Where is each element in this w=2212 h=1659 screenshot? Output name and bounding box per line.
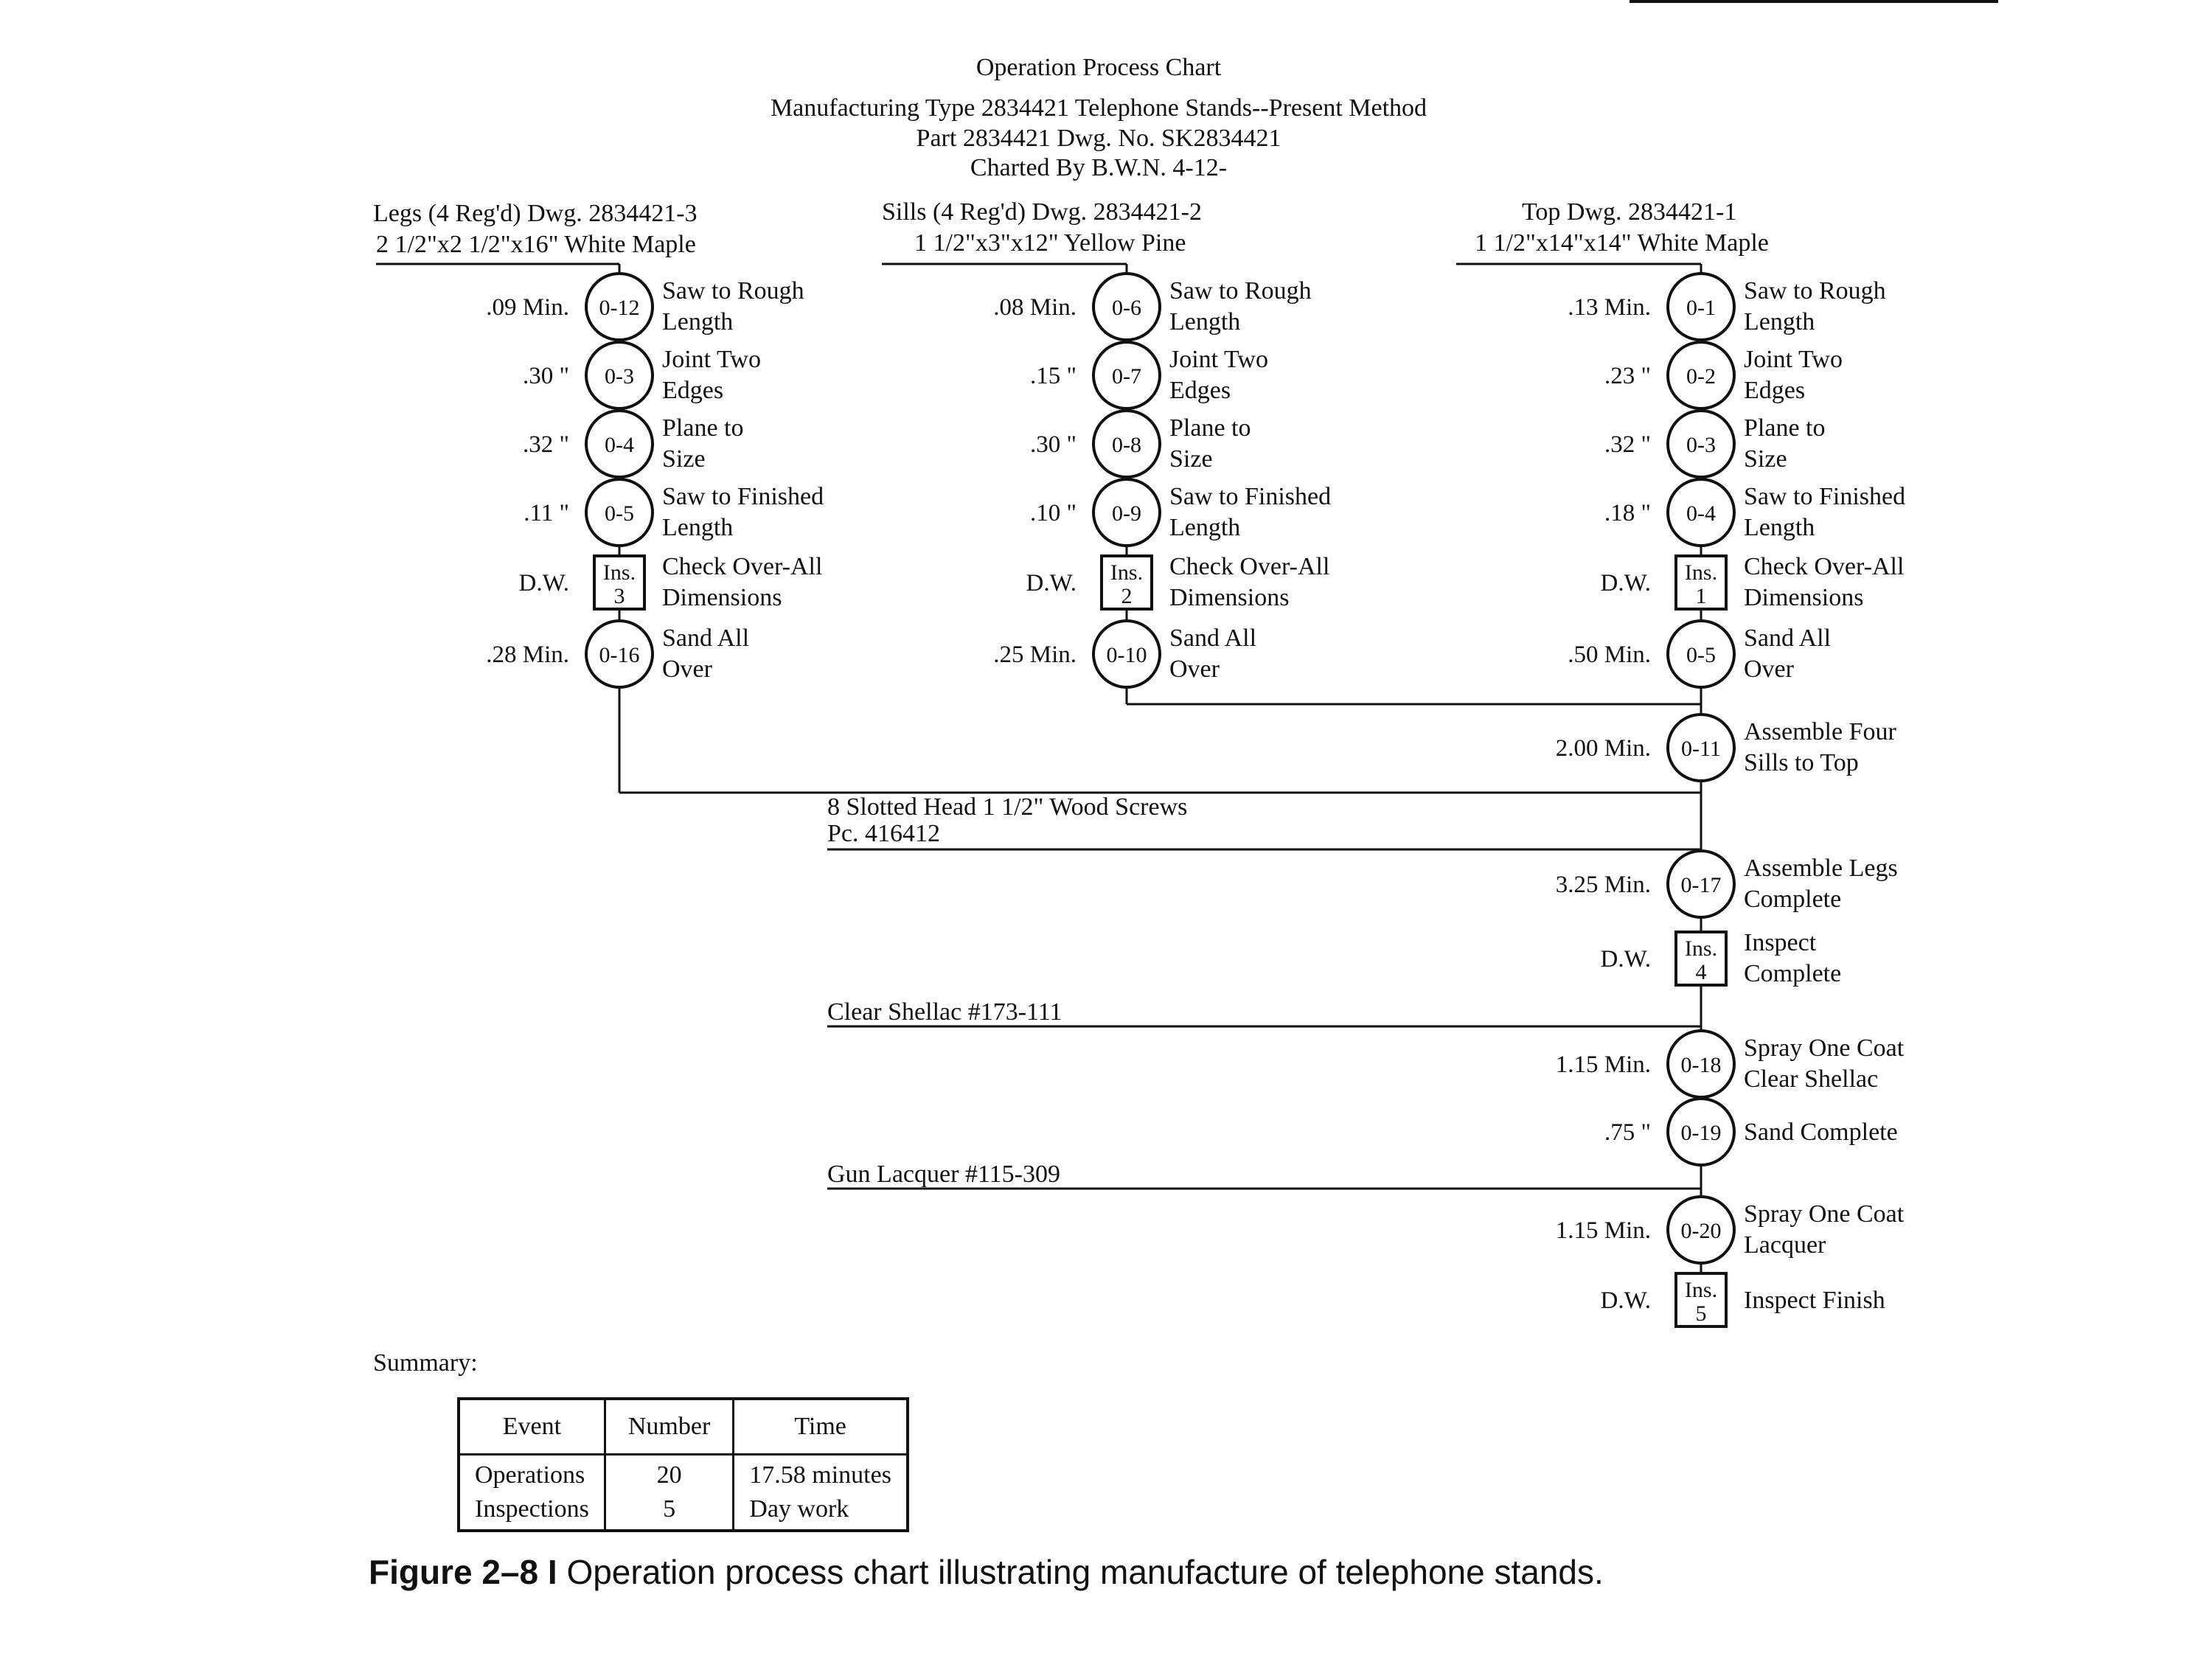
step-description: Edges <box>1744 377 1806 404</box>
operation-number: 0-11 <box>1681 737 1721 761</box>
step-description: Length <box>1169 308 1241 335</box>
step-description: Dimensions <box>1744 584 1864 611</box>
step-description: Saw to Finished <box>1744 483 1906 510</box>
operation-number: 0-18 <box>1680 1053 1722 1077</box>
operation-number: 0-4 <box>1686 501 1716 526</box>
step-time: .15 " <box>1030 363 1077 389</box>
figure-caption <box>369 1552 1604 1592</box>
chart-steps <box>486 274 1905 1326</box>
step-description: Size <box>662 445 706 473</box>
step-description: Edges <box>1169 377 1231 404</box>
shellac-label: Clear Shellac #173-111 <box>827 998 1062 1026</box>
step-description: Check Over-All <box>662 553 823 580</box>
step-time: .25 Min. <box>993 641 1077 668</box>
step-description: Assemble Legs <box>1744 855 1898 882</box>
step-time: .23 " <box>1604 363 1651 389</box>
step-description: Over <box>662 655 712 683</box>
summary-row-inspections <box>459 1491 908 1531</box>
operation-number: 0-5 <box>1686 643 1716 667</box>
summary-event: Operations <box>459 1455 605 1492</box>
summary-header-row <box>459 1399 908 1455</box>
operation-number: 0-6 <box>1112 296 1141 320</box>
step-description: Length <box>1744 308 1815 335</box>
inspection-number: 4 <box>1695 960 1707 984</box>
inspection-number: 2 <box>1121 584 1133 608</box>
step-description: Plane to <box>662 414 744 442</box>
step-description: Check Over-All <box>1169 553 1330 580</box>
sills-part-material: 1 1/2"x3"x12" Yellow Pine <box>914 229 1186 257</box>
step-description: Dimensions <box>1169 584 1290 611</box>
step-description: Check Over-All <box>1744 553 1905 580</box>
step-description: Length <box>1169 514 1241 541</box>
step-description: Spray One Coat <box>1744 1200 1905 1228</box>
step-description: Joint Two <box>1744 346 1843 373</box>
step-time: D.W. <box>1600 1287 1651 1314</box>
inspection-label: Ins. <box>602 560 636 585</box>
step-time: .28 Min. <box>486 641 569 668</box>
inspection-label: Ins. <box>1684 560 1718 585</box>
inspection-number: 1 <box>1695 584 1707 608</box>
step-description: Sand Complete <box>1744 1119 1898 1146</box>
step-description: Lacquer <box>1744 1231 1826 1259</box>
step-time: .32 " <box>1604 431 1651 458</box>
inspection-label: Ins. <box>1684 936 1718 961</box>
step-description: Over <box>1744 655 1794 683</box>
top-part-material: 1 1/2"x14"x14" White Maple <box>1475 229 1769 257</box>
step-time: .11 " <box>524 500 569 526</box>
screws-label: 8 Slotted Head 1 1/2" Wood Screws <box>827 793 1188 821</box>
step-time: .30 " <box>523 363 569 389</box>
step-description: Clear Shellac <box>1744 1065 1879 1093</box>
operation-number: 0-5 <box>605 501 634 526</box>
step-time: .32 " <box>523 431 569 458</box>
step-description: Saw to Rough <box>1744 277 1886 305</box>
screws-piece-label: Pc. 416412 <box>827 820 940 847</box>
caption-separator: I <box>547 1553 557 1591</box>
inspection-number: 3 <box>613 584 625 608</box>
step-description: Dimensions <box>662 584 782 611</box>
operation-number: 0-7 <box>1112 364 1141 389</box>
chart-title: Operation Process Chart <box>975 54 1222 81</box>
summary-time: Day work <box>734 1491 908 1531</box>
step-time: .18 " <box>1604 500 1651 526</box>
step-description: Sills to Top <box>1744 749 1859 776</box>
step-time: .75 " <box>1604 1119 1651 1146</box>
legs-part-title: Legs (4 Reg'd) Dwg. 2834421-3 <box>373 200 698 227</box>
caption-text: Operation process chart illustrating manufacture of telephone stands. <box>566 1553 1604 1591</box>
step-description: Size <box>1744 445 1787 473</box>
operation-number: 0-8 <box>1112 433 1141 457</box>
step-description: Edges <box>662 377 724 404</box>
step-description: Length <box>1744 514 1815 541</box>
step-time: 1.15 Min. <box>1555 1051 1651 1078</box>
sills-part-title: Sills (4 Reg'd) Dwg. 2834421-2 <box>882 198 1202 226</box>
step-description: Complete <box>1744 960 1842 987</box>
step-description: Inspect <box>1744 929 1817 956</box>
step-description: Sand All <box>1169 625 1257 652</box>
chart-part-number: Part 2834421 Dwg. No. SK2834421 <box>916 125 1281 152</box>
inspection-number: 5 <box>1695 1301 1707 1326</box>
legs-part-material: 2 1/2"x2 1/2"x16" White Maple <box>376 231 696 258</box>
summary-table <box>457 1397 909 1532</box>
step-time: .09 Min. <box>486 294 569 321</box>
step-description: Saw to Finished <box>662 483 824 510</box>
step-time: D.W. <box>1600 570 1651 597</box>
summary-number: 5 <box>605 1491 733 1531</box>
step-description: Length <box>662 308 734 335</box>
lacquer-label: Gun Lacquer #115-309 <box>827 1161 1060 1188</box>
summary-event: Inspections <box>459 1491 605 1531</box>
operation-number: 0-9 <box>1112 501 1141 526</box>
step-time: .30 " <box>1030 431 1077 458</box>
operation-number: 0-12 <box>599 296 640 320</box>
step-time: 3.25 Min. <box>1555 872 1651 898</box>
operation-number: 0-17 <box>1680 873 1722 897</box>
step-time: 1.15 Min. <box>1555 1217 1651 1244</box>
operation-number: 0-3 <box>1686 433 1716 457</box>
top-part-title: Top Dwg. 2834421-1 <box>1522 198 1737 226</box>
step-time: D.W. <box>1026 570 1077 597</box>
summary-number: 20 <box>605 1455 733 1492</box>
step-time: 2.00 Min. <box>1555 735 1651 762</box>
step-time: .50 Min. <box>1568 641 1651 668</box>
step-time: .13 Min. <box>1568 294 1651 321</box>
chart-subtitle: Manufacturing Type 2834421 Telephone Stands--Present Method <box>770 94 1427 122</box>
summary-title: Summary: <box>373 1349 478 1377</box>
step-time: D.W. <box>518 570 569 597</box>
inspection-label: Ins. <box>1684 1278 1718 1302</box>
operation-number: 0-20 <box>1680 1219 1722 1243</box>
operation-number: 0-19 <box>1680 1121 1722 1145</box>
summary-header-number: Number <box>605 1399 733 1455</box>
step-description: Plane to <box>1169 414 1251 442</box>
operation-number: 0-16 <box>599 643 640 667</box>
figure-label: Figure 2–8 <box>369 1553 539 1591</box>
step-description: Spray One Coat <box>1744 1034 1905 1062</box>
operation-number: 0-3 <box>605 364 634 389</box>
step-description: Assemble Four <box>1744 718 1896 745</box>
summary-time: 17.58 minutes <box>734 1455 908 1492</box>
summary-header-time: Time <box>734 1399 908 1455</box>
step-description: Saw to Rough <box>1169 277 1312 305</box>
step-time: .08 Min. <box>993 294 1077 321</box>
operation-number: 0-10 <box>1106 643 1147 667</box>
step-description: Inspect Finish <box>1744 1287 1885 1314</box>
step-description: Size <box>1169 445 1213 473</box>
step-description: Over <box>1169 655 1220 683</box>
chart-charted-by: Charted By B.W.N. 4-12- <box>970 154 1228 181</box>
step-description: Complete <box>1744 886 1842 913</box>
operation-number: 0-2 <box>1686 364 1716 389</box>
step-description: Saw to Finished <box>1169 483 1332 510</box>
summary-row-operations <box>459 1455 908 1492</box>
step-description: Length <box>662 514 734 541</box>
step-description: Plane to <box>1744 414 1826 442</box>
summary-header-event: Event <box>459 1399 605 1455</box>
operation-number: 0-1 <box>1686 296 1716 320</box>
step-description: Joint Two <box>662 346 761 373</box>
step-time: .10 " <box>1030 500 1077 526</box>
step-time: D.W. <box>1600 946 1651 973</box>
step-description: Saw to Rough <box>662 277 804 305</box>
operation-number: 0-4 <box>605 433 634 457</box>
step-description: Joint Two <box>1169 346 1268 373</box>
chart-connector-lines <box>376 264 1701 1318</box>
step-description: Sand All <box>1744 625 1832 652</box>
step-description: Sand All <box>662 625 750 652</box>
inspection-label: Ins. <box>1110 560 1144 585</box>
